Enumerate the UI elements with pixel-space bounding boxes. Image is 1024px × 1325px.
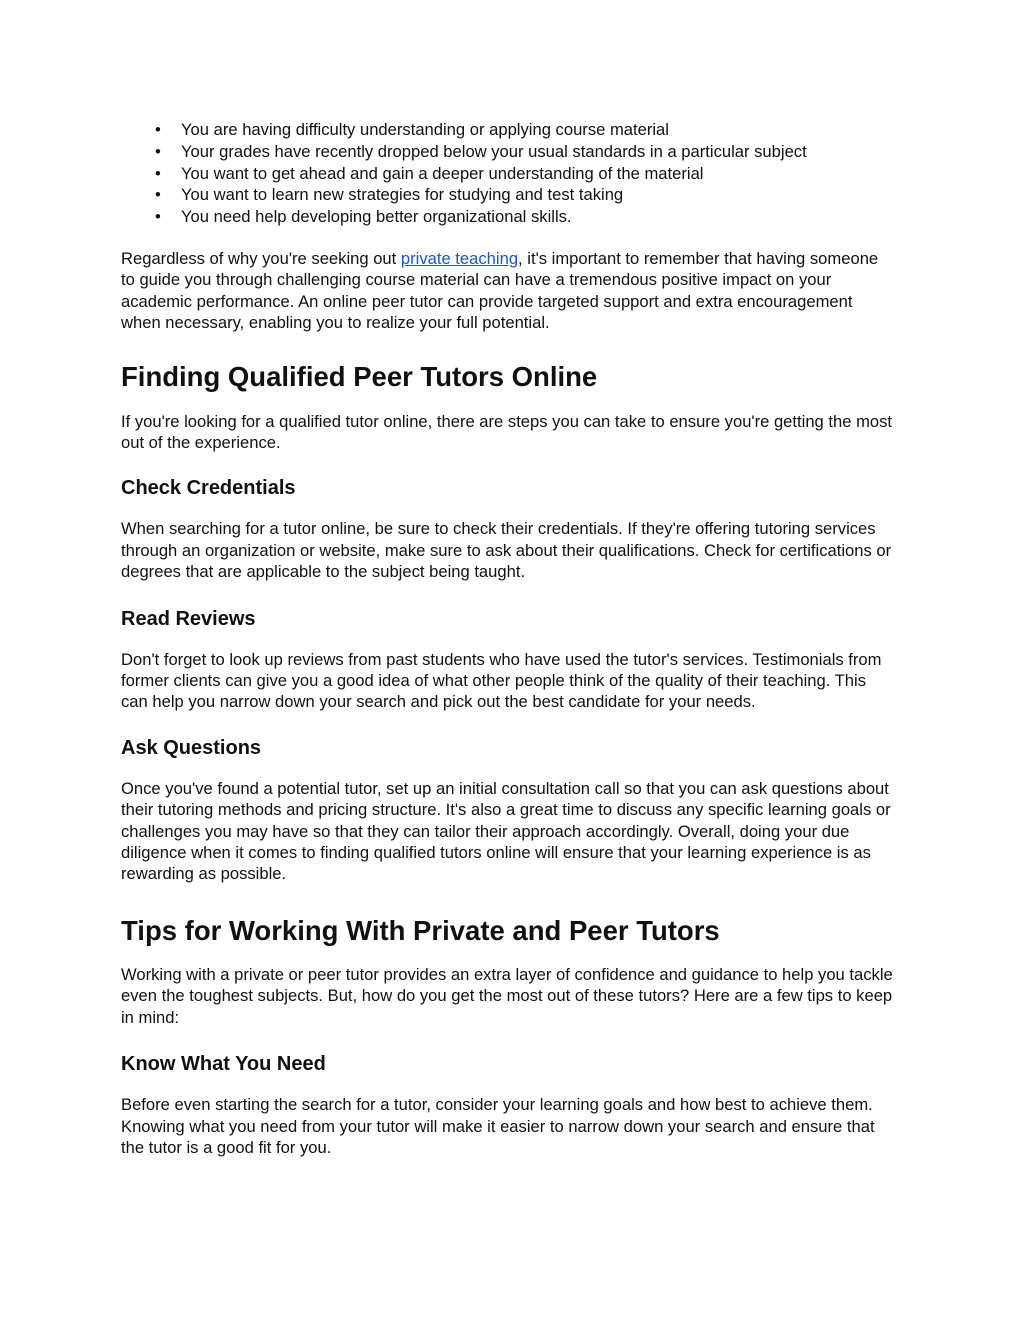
bullet-icon: •	[155, 207, 161, 227]
bullet-icon: •	[155, 120, 161, 139]
section-heading-finding-tutors: Finding Qualified Peer Tutors Online	[121, 360, 598, 392]
bullet-icon: •	[155, 141, 161, 161]
tips-intro-paragraph: Working with a private or peer tutor provides an extra layer of confidence and guidance to help you tackle even the toughest subjects. But, how do you get the most out of these tutors? Here are a few tips to keep in mind:	[121, 964, 893, 1027]
ask-questions-paragraph: Once you've found a potential tutor, set up an initial consultation call so that you can ask questions about their tutoring methods and pricing structure. It's also a great time to discuss any specific learning goals or challenges you may have so that they can tailor their approach accordingly. Overall, doing your due diligence when it comes to finding qualified tutors online will ensure that your learning experience is as rewarding as possible.	[121, 778, 891, 884]
intro-text-start: Regardless of why you're seeking out	[121, 248, 401, 268]
list-item	[121, 184, 896, 206]
section-intro-paragraph: If you're looking for a qualified tutor online, there are steps you can take to ensure you're getting the most out of the experience.	[121, 411, 893, 453]
list-item-text: You want to learn new strategies for studying and test taking	[181, 185, 624, 205]
list-item	[121, 206, 896, 228]
read-reviews-paragraph: Don't forget to look up reviews from past students who have used the tutor's services. Testimonials from former clients can give you a good idea of what other people think of the quality of their teaching. This can help you narrow down your search and pick out the best candidate for your needs.	[121, 649, 882, 712]
private-teaching-link[interactable]: private teaching	[400, 248, 519, 268]
know-what-you-need-paragraph: Before even starting the search for a tutor, consider your learning goals and how best to achieve them. Knowing what you need from your tutor will make it easier to narrow down your search and ensure that the tutor is a good fit for you.	[121, 1095, 875, 1157]
subheading-check-credentials: Check Credentials	[121, 477, 296, 500]
list-item	[121, 141, 896, 163]
list-item	[121, 119, 896, 141]
check-credentials-paragraph: When searching for a tutor online, be sure to check their credentials. If they're offering tutoring services through an organization or website, make sure to ask about their qualifications. Check for certifications or degrees that are applicable to the subject being taught.	[121, 519, 892, 582]
section-heading-tips: Tips for Working With Private and Peer Tutors	[121, 914, 720, 946]
subheading-read-reviews: Read Reviews	[121, 607, 256, 630]
bullet-icon: •	[155, 163, 161, 183]
list-item	[121, 163, 896, 185]
list-item-text: Your grades have recently dropped below your usual standards in a particular subject	[181, 141, 807, 161]
reasons-list	[121, 119, 896, 228]
bullet-icon: •	[155, 185, 161, 205]
intro-text-end: , it's important to remember that having someone to guide you through challenging course material can have a tremendous positive impact on your academic performance. An online peer tutor can provide targeted support and extra encouragement when necessary, enabling you to realize your full potential.	[121, 248, 879, 333]
list-item-text: You want to get ahead and gain a deeper understanding of the material	[181, 163, 704, 183]
intro-paragraph	[121, 248, 896, 334]
subheading-know-what-you-need: Know What You Need	[121, 1053, 326, 1076]
subheading-ask-questions: Ask Questions	[121, 736, 262, 759]
list-item-text: You are having difficulty understanding or applying course material	[181, 120, 669, 139]
document-page	[121, 119, 896, 1158]
list-item-text: You need help developing better organizational skills.	[181, 207, 572, 227]
